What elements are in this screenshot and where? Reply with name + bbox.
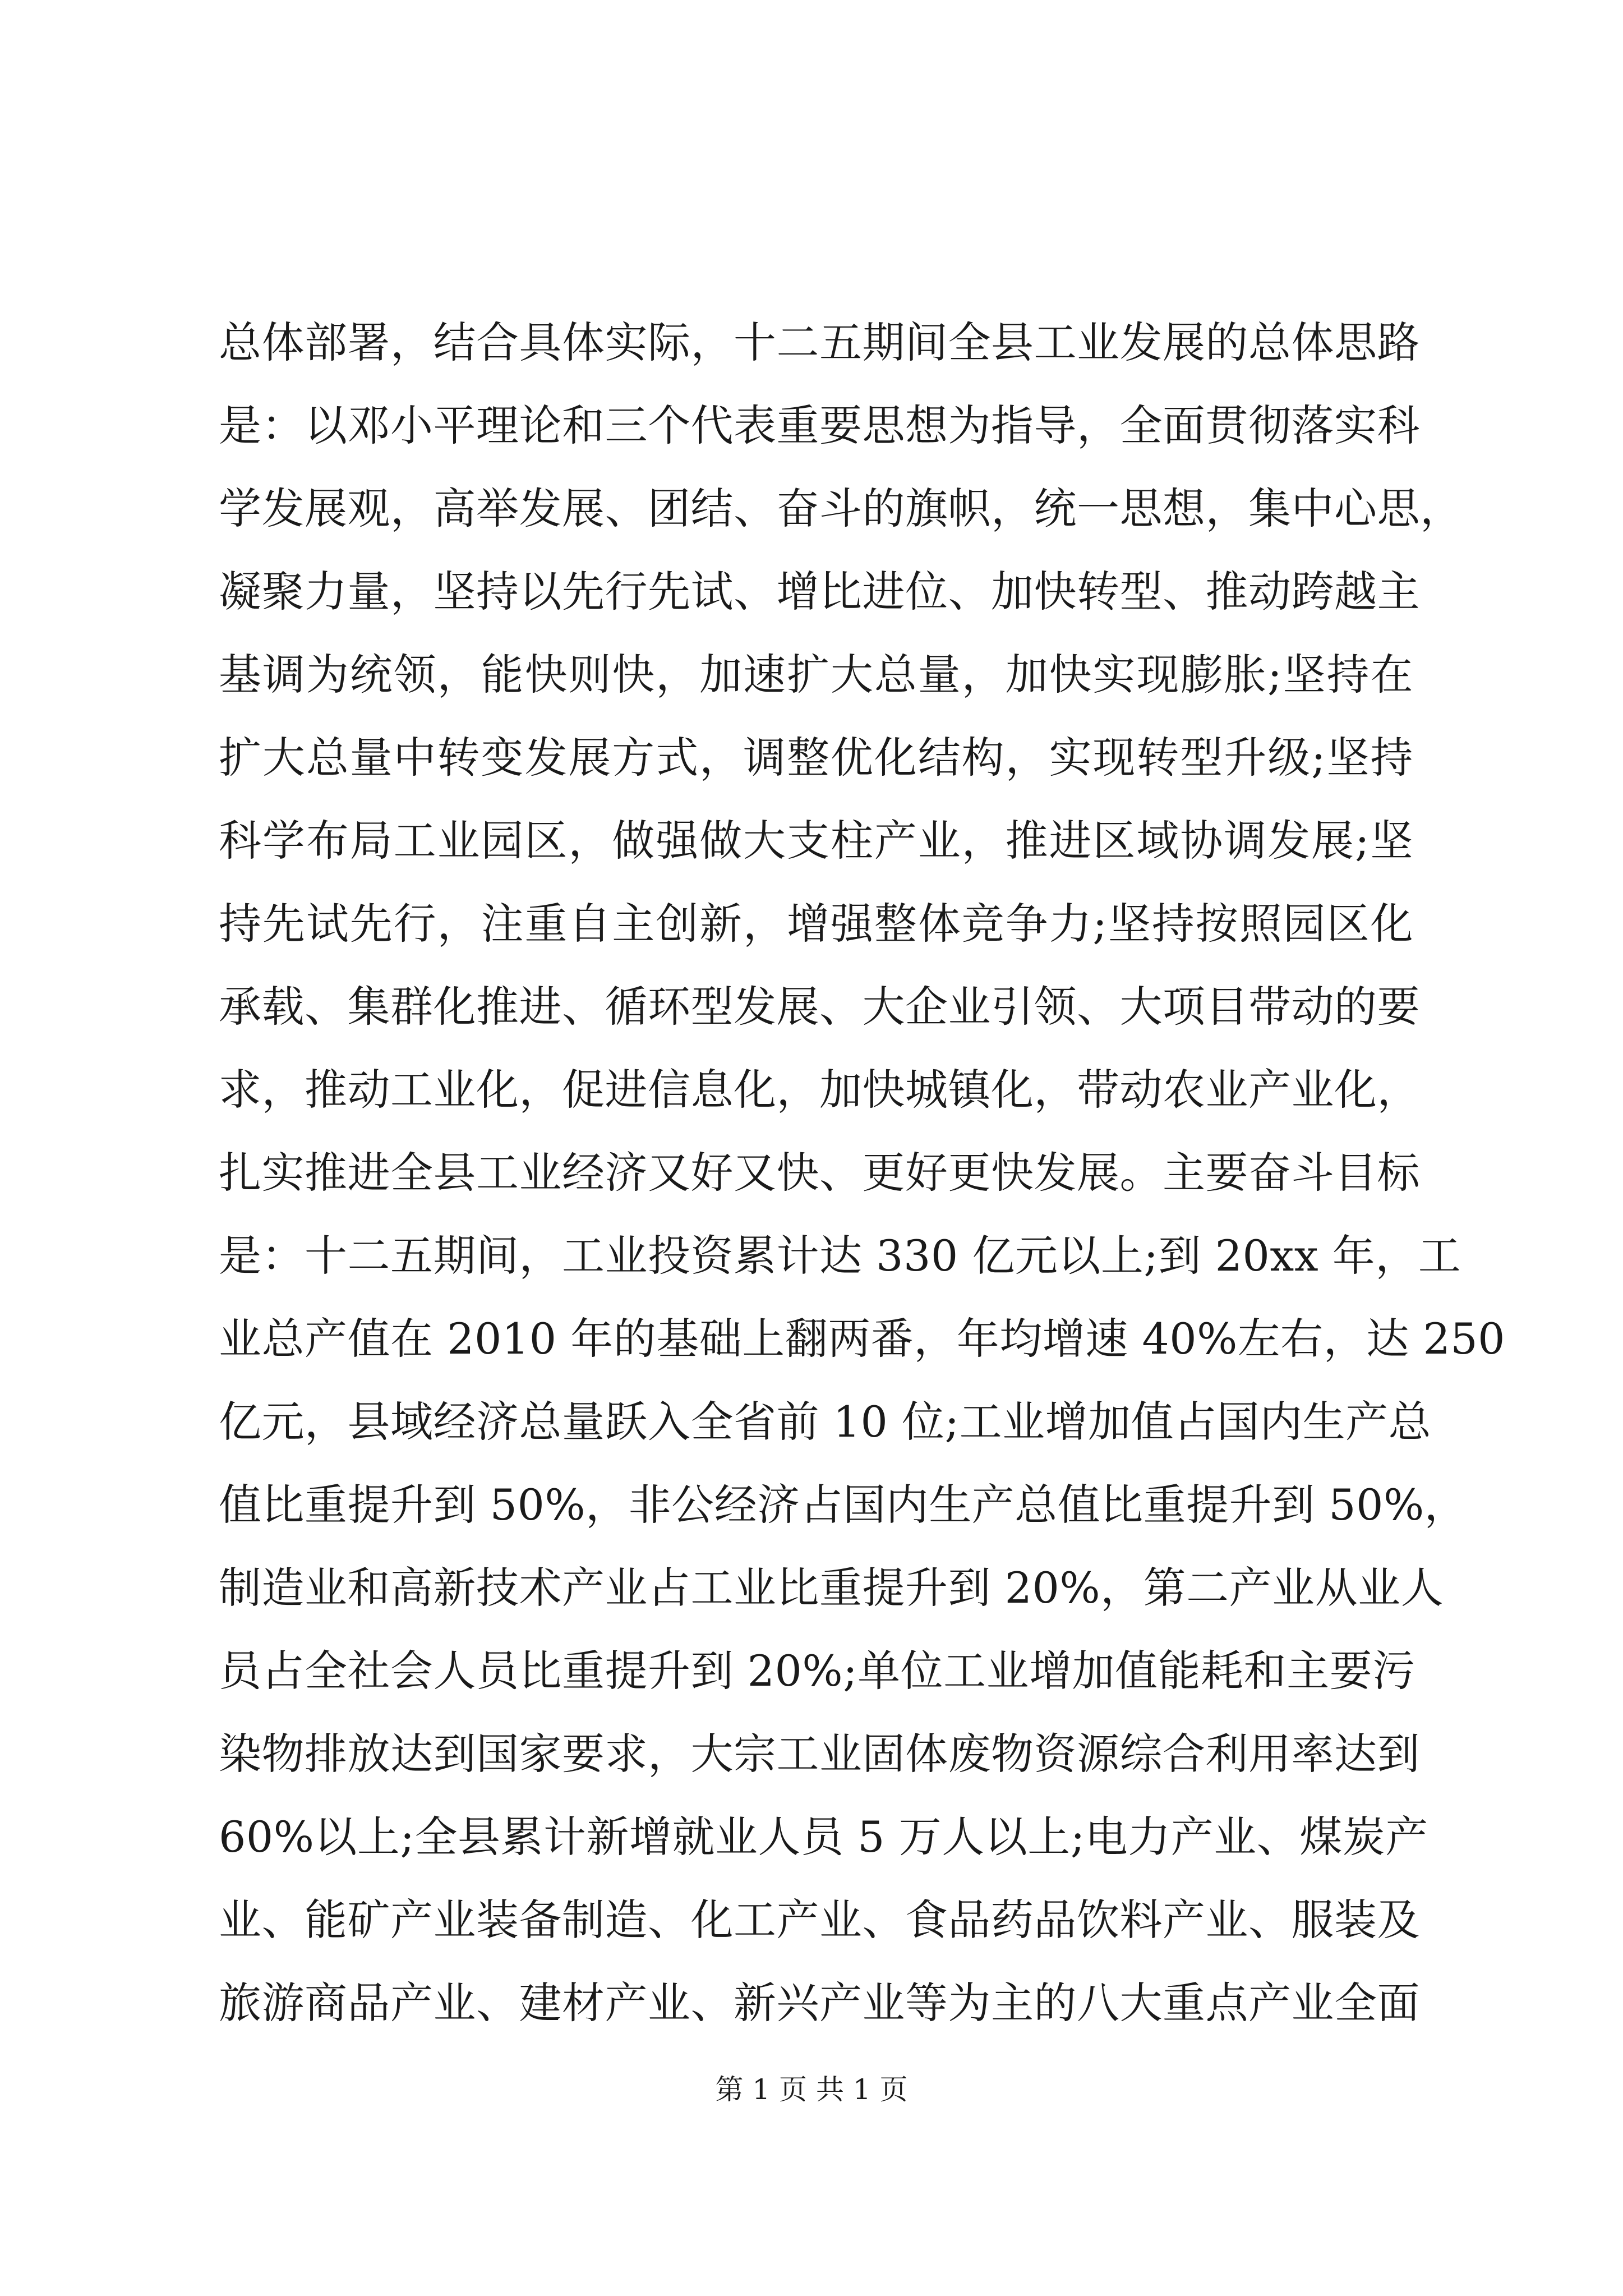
text-line: 基调为统领，能快则快，加速扩大总量，加快实现膨胀;坚持在 (219, 650, 1413, 700)
text-line: 学发展观，高举发展、团结、奋斗的旗帜，统一思想，集中心思， (219, 484, 1463, 533)
text-line: 染物排放达到国家要求，大宗工业固体废物资源综合利用率达到 (219, 1729, 1420, 1779)
text-line: 员占全社会人员比重提升到 20%;单位工业增加值能耗和主要污 (219, 1646, 1415, 1696)
text-line: 凝聚力量，坚持以先行先试、增比进位、加快转型、推动跨越主 (219, 567, 1420, 616)
text-line: 是：以邓小平理论和三个代表重要思想为指导，全面贯彻落实科 (219, 401, 1420, 450)
text-line: 亿元，县域经济总量跃入全省前 10 位;工业增加值占国内生产总 (219, 1397, 1432, 1447)
text-line: 扎实推进全县工业经济又好又快、更好更快发展。主要奋斗目标 (219, 1148, 1420, 1198)
body-paragraph (219, 301, 1506, 2045)
text-line: 业总产值在 2010 年的基础上翻两番，年均增速 40%左右，达 250 (219, 1314, 1506, 1364)
text-line: 旅游商品产业、建材产业、新兴产业等为主的八大重点产业全面 (219, 1978, 1420, 2028)
text-line: 值比重提升到 50%，非公经济占国内生产总值比重提升到 50%， (219, 1480, 1468, 1530)
text-line: 科学布局工业园区，做强做大支柱产业，推进区域协调发展;坚 (219, 816, 1413, 866)
text-line: 业、能矿产业装备制造、化工产业、食品药品饮料产业、服装及 (219, 1895, 1420, 1945)
page-number-label: 第 1 页 共 1 页 (715, 2073, 908, 2106)
text-line: 总体部署，结合具体实际，十二五期间全县工业发展的总体思路 (219, 318, 1420, 367)
text-line: 60%以上;全县累计新增就业人员 5 万人以上;电力产业、煤炭产 (219, 1812, 1428, 1862)
text-line: 持先试先行，注重自主创新，增强整体竞争力;坚持按照园区化 (219, 899, 1413, 949)
text-line: 扩大总量中转变发展方式，调整优化结构，实现转型升级;坚持 (219, 733, 1413, 783)
page-footer (0, 2070, 1623, 2109)
text-line: 承载、集群化推进、循环型发展、大企业引领、大项目带动的要 (219, 982, 1420, 1032)
text-line: 制造业和高新技术产业占工业比重提升到 20%，第二产业从业人 (219, 1563, 1444, 1613)
text-line: 求，推动工业化，促进信息化，加快城镇化，带动农业产业化， (219, 1065, 1420, 1115)
text-line: 是：十二五期间，工业投资累计达 330 亿元以上;到 20xx 年，工 (219, 1231, 1461, 1281)
